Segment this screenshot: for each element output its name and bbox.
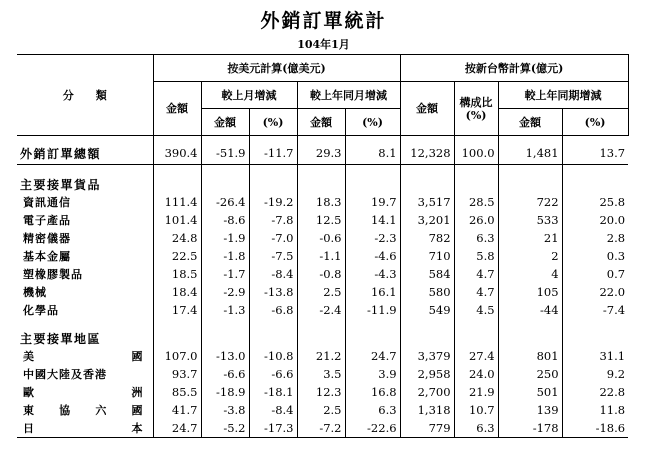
empty-cell [297, 175, 345, 193]
value-cell: 26.0 [454, 211, 498, 229]
row-label [17, 401, 153, 419]
value-cell: 801 [498, 347, 562, 365]
empty-cell [498, 329, 562, 347]
value-cell: 27.4 [454, 347, 498, 365]
empty-cell [454, 165, 498, 176]
value-cell: -2.9 [201, 283, 249, 301]
empty-cell [249, 175, 297, 193]
empty-cell [562, 319, 628, 329]
row-label: 外銷訂單總額 [17, 142, 153, 165]
value-cell: -1.1 [297, 247, 345, 265]
value-cell: 710 [400, 247, 454, 265]
value-cell: -51.9 [201, 142, 249, 165]
spacer-row [17, 165, 628, 176]
empty-cell [153, 165, 201, 176]
region-row [17, 383, 628, 401]
value-cell: 20.0 [562, 211, 628, 229]
row-label: 中國大陸及香港 [23, 368, 107, 381]
product-row [17, 301, 628, 319]
value-cell: 3,201 [400, 211, 454, 229]
value-cell: 3,517 [400, 193, 454, 211]
page-title: 外銷訂單統計 [260, 10, 387, 32]
value-cell: 584 [400, 265, 454, 283]
value-cell: 390.4 [153, 142, 201, 165]
value-cell: -18.9 [201, 383, 249, 401]
empty-cell [400, 329, 454, 347]
value-cell: -7.0 [249, 229, 297, 247]
label-char: 協 [59, 404, 72, 417]
mom-pct-header: (%) [249, 109, 297, 136]
table-header [17, 55, 628, 136]
empty-cell [345, 329, 400, 347]
value-cell: 8.1 [345, 142, 400, 165]
value-cell: 9.2 [562, 365, 628, 383]
twd-yoy-change-header: 較上年同期增減 [498, 82, 628, 109]
row-label [17, 383, 153, 401]
value-cell: -6.6 [201, 365, 249, 383]
empty-cell [249, 329, 297, 347]
label-char: 歐 [23, 386, 35, 399]
value-cell: -7.5 [249, 247, 297, 265]
mom-change-header: 較上月增減 [201, 82, 297, 109]
empty-cell [297, 319, 345, 329]
category-header: 分 類 [17, 55, 153, 136]
value-cell: -6.6 [249, 365, 297, 383]
table-body [17, 136, 628, 438]
value-cell: 24.7 [153, 419, 201, 438]
share-header: 構成比(%) [454, 82, 498, 136]
empty-cell [201, 165, 249, 176]
row-label: 塑橡膠製品 [23, 268, 83, 281]
value-cell: 22.8 [562, 383, 628, 401]
row-label: 資訊通信 [23, 196, 71, 209]
product-row [17, 229, 628, 247]
value-cell: 549 [400, 301, 454, 319]
region-row [17, 365, 628, 383]
empty-cell [498, 175, 562, 193]
value-cell: 41.7 [153, 401, 201, 419]
value-cell: 28.5 [454, 193, 498, 211]
empty-cell [498, 319, 562, 329]
spread-label [23, 420, 150, 436]
label-char: 日 [23, 422, 35, 435]
value-cell: 501 [498, 383, 562, 401]
value-cell: -178 [498, 419, 562, 438]
value-cell: 3.9 [345, 365, 400, 383]
value-cell: 107.0 [153, 347, 201, 365]
value-cell: 580 [400, 283, 454, 301]
label-char: 洲 [131, 386, 144, 399]
value-cell: 139 [498, 401, 562, 419]
value-cell: -18.6 [562, 419, 628, 438]
empty-cell [345, 319, 400, 329]
spread-label [23, 402, 150, 418]
usd-amount-header: 金額 [153, 82, 201, 136]
value-cell: 24.7 [345, 347, 400, 365]
product-row [17, 283, 628, 301]
region-row [17, 347, 628, 365]
value-cell: -7.2 [297, 419, 345, 438]
row-label: 電子產品 [23, 214, 71, 227]
row-label: 機械 [23, 286, 47, 299]
value-cell: -13.8 [249, 283, 297, 301]
usd-group-header: 按美元計算(億美元) [153, 55, 400, 82]
value-cell: -1.7 [201, 265, 249, 283]
value-cell: 3.5 [297, 365, 345, 383]
value-cell: -10.8 [249, 347, 297, 365]
value-cell: 4.5 [454, 301, 498, 319]
empty-cell [562, 165, 628, 176]
value-cell: -17.3 [249, 419, 297, 438]
value-cell: 24.0 [454, 365, 498, 383]
empty-cell [201, 329, 249, 347]
value-cell: -7.4 [562, 301, 628, 319]
value-cell: 10.7 [454, 401, 498, 419]
value-cell: 782 [400, 229, 454, 247]
empty-cell [201, 319, 249, 329]
value-cell: 6.3 [454, 229, 498, 247]
row-label: 主要接單貨品 [20, 177, 102, 192]
empty-cell [249, 165, 297, 176]
empty-cell [201, 175, 249, 193]
value-cell: 12,328 [400, 142, 454, 165]
value-cell: -1.3 [201, 301, 249, 319]
value-cell: 2,700 [400, 383, 454, 401]
empty-cell [400, 319, 454, 329]
empty-cell [345, 165, 400, 176]
empty-cell [249, 319, 297, 329]
label-char: 本 [131, 422, 144, 435]
row-label [17, 165, 153, 176]
products-heading-row [17, 175, 628, 193]
value-cell: -26.4 [201, 193, 249, 211]
row-label [17, 419, 153, 438]
value-cell: 6.3 [454, 419, 498, 438]
value-cell: 250 [498, 365, 562, 383]
label-char: 國 [131, 404, 144, 417]
value-cell: 105 [498, 283, 562, 301]
value-cell: 31.1 [562, 347, 628, 365]
spread-label [23, 384, 150, 400]
empty-cell [454, 319, 498, 329]
region-row [17, 419, 628, 438]
value-cell: 2.5 [297, 401, 345, 419]
value-cell: 111.4 [153, 193, 201, 211]
mom-amount-header: 金額 [201, 109, 249, 136]
value-cell: 3,379 [400, 347, 454, 365]
product-row [17, 193, 628, 211]
value-cell: 6.3 [345, 401, 400, 419]
value-cell: -0.8 [297, 265, 345, 283]
value-cell: -8.4 [249, 265, 297, 283]
value-cell: -11.7 [249, 142, 297, 165]
value-cell: 21.2 [297, 347, 345, 365]
value-cell: 11.8 [562, 401, 628, 419]
value-cell: 0.3 [562, 247, 628, 265]
value-cell: 29.3 [297, 142, 345, 165]
empty-cell [153, 175, 201, 193]
twd-group-header: 按新台幣計算(億元) [400, 55, 628, 82]
product-row [17, 265, 628, 283]
value-cell: -2.4 [297, 301, 345, 319]
value-cell: 16.1 [345, 283, 400, 301]
value-cell: -1.8 [201, 247, 249, 265]
empty-cell [400, 175, 454, 193]
value-cell: -19.2 [249, 193, 297, 211]
value-cell: 4.7 [454, 265, 498, 283]
empty-cell [153, 329, 201, 347]
value-cell: -2.3 [345, 229, 400, 247]
product-row [17, 211, 628, 229]
empty-cell [498, 165, 562, 176]
value-cell: 19.7 [345, 193, 400, 211]
value-cell: -3.8 [201, 401, 249, 419]
value-cell: 85.5 [153, 383, 201, 401]
value-cell: 24.8 [153, 229, 201, 247]
row-label: 主要接單地區 [20, 331, 102, 346]
value-cell: -6.8 [249, 301, 297, 319]
value-cell: 17.4 [153, 301, 201, 319]
value-cell: 18.5 [153, 265, 201, 283]
value-cell: -0.6 [297, 229, 345, 247]
total-row [17, 142, 628, 165]
value-cell: 2 [498, 247, 562, 265]
value-cell: 16.8 [345, 383, 400, 401]
value-cell: 13.7 [562, 142, 628, 165]
empty-cell [297, 329, 345, 347]
empty-cell [297, 165, 345, 176]
empty-cell [400, 165, 454, 176]
value-cell: 2.5 [297, 283, 345, 301]
value-cell: 1,318 [400, 401, 454, 419]
row-label [17, 319, 153, 329]
regions-heading-row [17, 329, 628, 347]
value-cell: -7.8 [249, 211, 297, 229]
value-cell: 25.8 [562, 193, 628, 211]
value-cell: 779 [400, 419, 454, 438]
value-cell: -8.6 [201, 211, 249, 229]
yoy-change-header: 較上年同月增減 [297, 82, 400, 109]
value-cell: 4.7 [454, 283, 498, 301]
value-cell: 22.0 [562, 283, 628, 301]
value-cell: 18.4 [153, 283, 201, 301]
value-cell: 12.5 [297, 211, 345, 229]
value-cell: -13.0 [201, 347, 249, 365]
report-period: 104年1月 [297, 38, 350, 51]
yoy-pct-header: (%) [345, 109, 400, 136]
label-char: 六 [95, 404, 108, 417]
value-cell: 2,958 [400, 365, 454, 383]
label-char: 東 [23, 404, 35, 417]
value-cell: 12.3 [297, 383, 345, 401]
region-row [17, 401, 628, 419]
value-cell: -4.3 [345, 265, 400, 283]
value-cell: -18.1 [249, 383, 297, 401]
value-cell: 0.7 [562, 265, 628, 283]
spread-label [23, 348, 150, 364]
value-cell: -1.9 [201, 229, 249, 247]
value-cell: 21.9 [454, 383, 498, 401]
row-label: 精密儀器 [23, 232, 71, 245]
value-cell: 101.4 [153, 211, 201, 229]
twd-yoy-amount-header: 金額 [498, 109, 562, 136]
empty-cell [153, 319, 201, 329]
value-cell: 4 [498, 265, 562, 283]
value-cell: 93.7 [153, 365, 201, 383]
value-cell: 22.5 [153, 247, 201, 265]
row-label [17, 347, 153, 365]
value-cell: 100.0 [454, 142, 498, 165]
value-cell: 18.3 [297, 193, 345, 211]
product-row [17, 247, 628, 265]
empty-cell [454, 175, 498, 193]
row-label: 基本金屬 [23, 250, 71, 263]
yoy-amount-header: 金額 [297, 109, 345, 136]
value-cell: 2.8 [562, 229, 628, 247]
twd-amount-header: 金額 [400, 82, 454, 136]
twd-yoy-pct-header: (%) [562, 109, 628, 136]
value-cell: 533 [498, 211, 562, 229]
value-cell: -11.9 [345, 301, 400, 319]
value-cell: -8.4 [249, 401, 297, 419]
spacer-row [17, 319, 628, 329]
value-cell: 5.8 [454, 247, 498, 265]
empty-cell [454, 329, 498, 347]
value-cell: 1,481 [498, 142, 562, 165]
empty-cell [562, 175, 628, 193]
value-cell: -44 [498, 301, 562, 319]
row-label: 化學品 [23, 304, 59, 317]
label-char: 美 [23, 350, 35, 363]
empty-cell [345, 175, 400, 193]
value-cell: -22.6 [345, 419, 400, 438]
label-char: 國 [131, 350, 144, 363]
value-cell: 21 [498, 229, 562, 247]
export-orders-table [17, 54, 629, 438]
empty-cell [562, 329, 628, 347]
value-cell: -5.2 [201, 419, 249, 438]
value-cell: 14.1 [345, 211, 400, 229]
value-cell: 722 [498, 193, 562, 211]
value-cell: -4.6 [345, 247, 400, 265]
